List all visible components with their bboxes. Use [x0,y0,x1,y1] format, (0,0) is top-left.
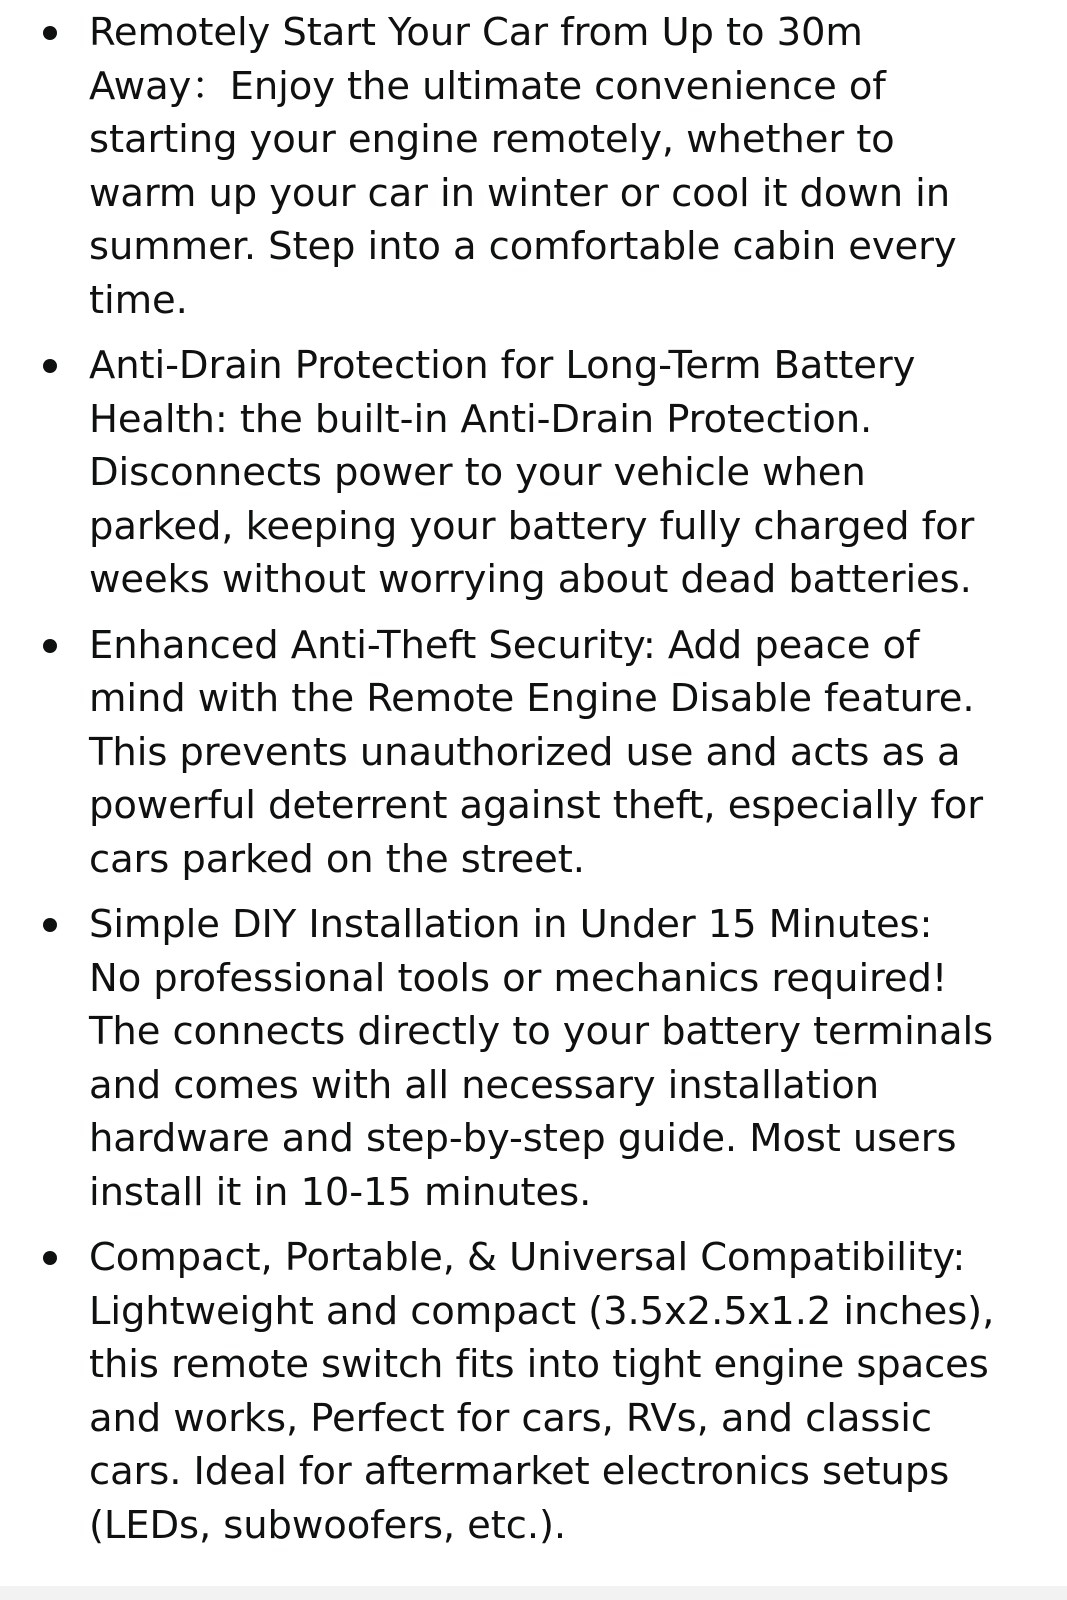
feature-text: Remotely Start Your Car from Up to 30m Away：Enjoy the ultimate convenience of starting your engine remotely, whether to warm up your car in winter or cool it down in summer. Step into a comfortable cabin every time. [89,10,957,323]
feature-item-diy-installation [0,898,1067,1219]
feature-item-remote-start [0,6,1067,327]
bullet-icon [43,918,57,932]
feature-text: Enhanced Anti-Theft Security: Add peace of mind with the Remote Engine Disable feature. This prevents unauthorized use and acts as a powerful deterrent against theft, especially for cars parked on the street. [89,622,983,882]
feature-text: Simple DIY Installation in Under 15 Minutes: No professional tools or mechanics required! The connects directly to your battery terminals and comes with all necessary installation hardware and step-by-step guide. Most users install it in 10-15 minutes. [89,902,994,1215]
bullet-icon [43,1251,57,1265]
feature-text: Anti-Drain Protection for Long-Term Battery Health: the built-in Anti-Drain Protection. Disconnects power to your vehicle when parked, keeping your battery fully charged for weeks without worrying about dead batteries. [89,343,975,602]
feature-item-anti-drain [0,339,1067,607]
feature-item-compatibility [0,1231,1067,1552]
bullet-icon [43,639,57,653]
bullet-icon [43,359,57,373]
feature-item-anti-theft [0,619,1067,887]
feature-text: Compact, Portable, & Universal Compatibility: Lightweight and compact (3.5x2.5x1.2 inches), this remote switch fits into tight engine spaces and works, Perfect for cars, RVs, and classic cars. Ideal for aftermarket electronics setups (LEDs, subwoofers, etc.). [89,1235,995,1548]
bullet-icon [43,26,57,40]
feature-bullet-list [0,6,1067,1564]
bottom-divider [0,1586,1067,1600]
